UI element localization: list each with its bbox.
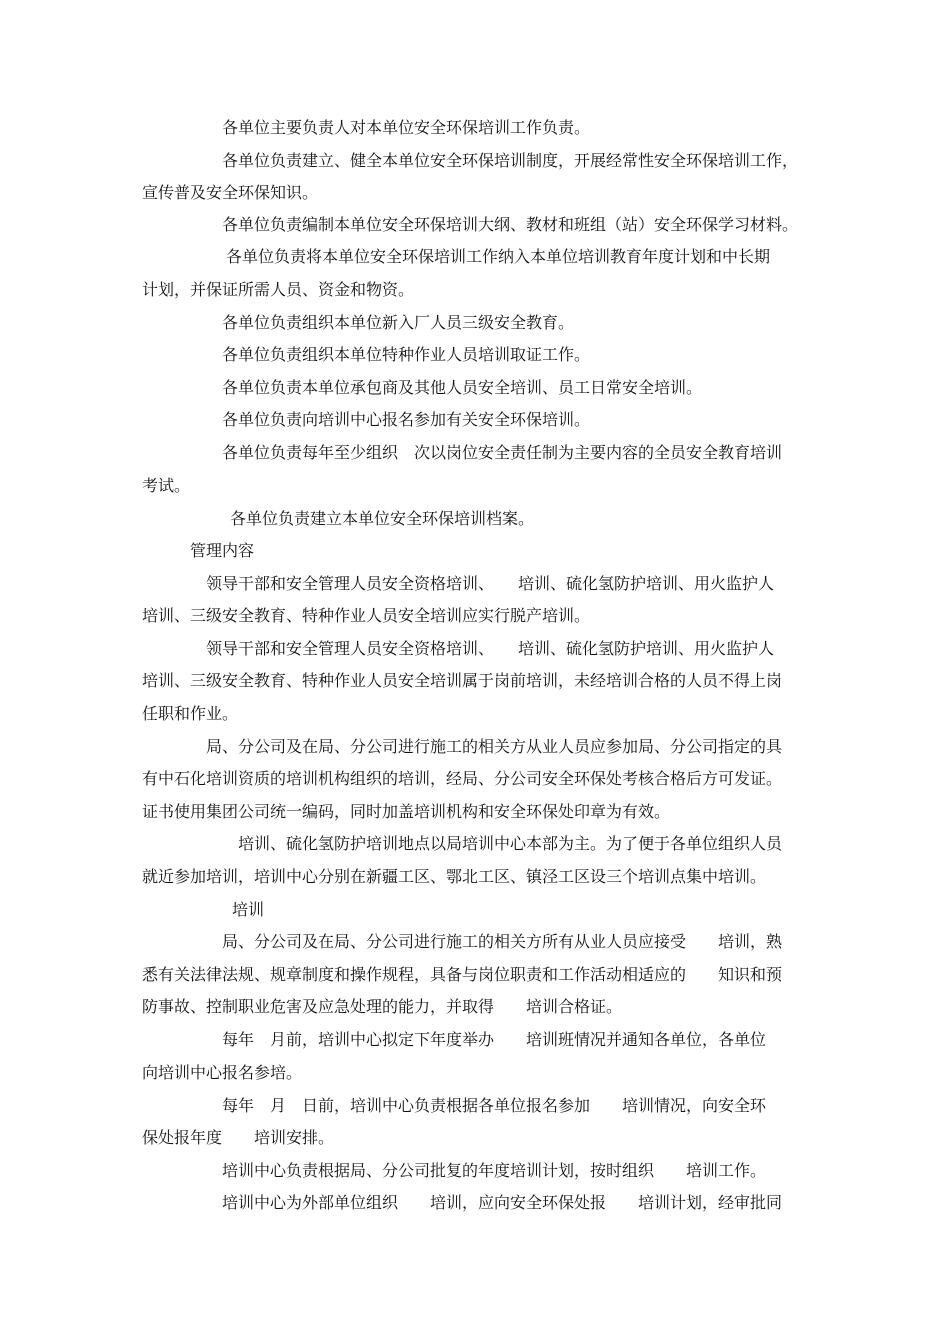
text-line: 各单位负责每年至少组织 次以岗位安全责任制为主要内容的全员安全教育培训 [222, 443, 783, 462]
text-line: 局、分公司及在局、分公司进行施工的相关方所有从业人员应接受 培训，熟 [222, 932, 783, 951]
text-line: 培训中心负责根据局、分公司批复的年度培训计划，按时组织 培训工作。 [222, 1161, 767, 1180]
text-line: 各单位主要负责人对本单位安全环保培训工作负责。 [222, 118, 591, 137]
heading-text: 培训 [232, 900, 265, 919]
text-line: 各单位负责组织本单位新入厂人员三级安全教育。 [222, 313, 575, 332]
text-line: 向培训中心报名参培。 [142, 1063, 303, 1082]
text-line: 防事故、控制职业危害及应急处理的能力，并取得 培训合格证。 [142, 997, 623, 1016]
text-line: 局、分公司及在局、分公司进行施工的相关方从业人员应参加局、分公司指定的具 [206, 737, 783, 756]
text-line: 每年 月 日前，培训中心负责根据各单位报名参加 培训情况，向安全环 [222, 1096, 767, 1115]
text-line: 悉有关法律法规、规章制度和操作规程，具备与岗位职责和工作活动相适应的 知识和预 [142, 965, 783, 984]
text-line: 各单位负责建立本单位安全环保培训档案。 [230, 509, 535, 528]
text-line: 各单位负责编制本单位安全环保培训大纲、教材和班组（站）安全环保学习材料。 [222, 215, 799, 234]
heading-text: 管理内容 [190, 541, 255, 560]
text-line: 各单位负责组织本单位特种作业人员培训取证工作。 [222, 345, 591, 364]
text-line: 各单位负责建立、健全本单位安全环保培训制度，开展经常性安全环保培训工作， [222, 151, 799, 170]
text-line: 培训中心为外部单位组织 培训，应向安全环保处报 培训计划，经审批同 [222, 1193, 783, 1212]
text-line: 证书使用集团公司统一编码，同时加盖培训机构和安全环保处印章为有效。 [142, 802, 671, 821]
text-line: 培训、三级安全教育、特种作业人员安全培训应实行脱产培训。 [142, 606, 591, 625]
text-line: 培训、硫化氢防护培训地点以局培训中心本部为主。为了便于各单位组织人员 [238, 834, 783, 853]
text-line: 领导干部和安全管理人员安全资格培训、 培训、硫化氢防护培训、用火监护人 [206, 639, 775, 658]
text-line: 考试。 [142, 476, 191, 495]
text-line: 有中石化培训资质的培训机构组织的培训，经局、分公司安全环保处考核合格后方可发证。 [142, 769, 783, 788]
text-line: 保处报年度 培训安排。 [142, 1128, 335, 1147]
text-line: 各单位负责将本单位安全环保培训工作纳入本单位培训教育年度计划和中长期 [226, 247, 771, 266]
text-line: 各单位负责向培训中心报名参加有关安全环保培训。 [222, 410, 591, 429]
text-line: 每年 月前，培训中心拟定下年度举办 培训班情况并通知各单位，各单位 [222, 1030, 767, 1049]
text-line: 培训、三级安全教育、特种作业人员安全培训属于岗前培训，未经培训合格的人员不得上岗 [142, 671, 783, 690]
text-line: 任职和作业。 [142, 704, 239, 723]
text-line: 宣传普及安全环保知识。 [142, 183, 319, 202]
text-line: 计划，并保证所需人员、资金和物资。 [142, 280, 415, 299]
text-line: 就近参加培训，培训中心分别在新疆工区、鄂北工区、镇泾工区设三个培训点集中培训。 [142, 867, 767, 886]
text-line: 各单位负责本单位承包商及其他人员安全培训、员工日常安全培训。 [222, 378, 703, 397]
text-line: 领导干部和安全管理人员安全资格培训、 培训、硫化氢防护培训、用火监护人 [206, 574, 775, 593]
